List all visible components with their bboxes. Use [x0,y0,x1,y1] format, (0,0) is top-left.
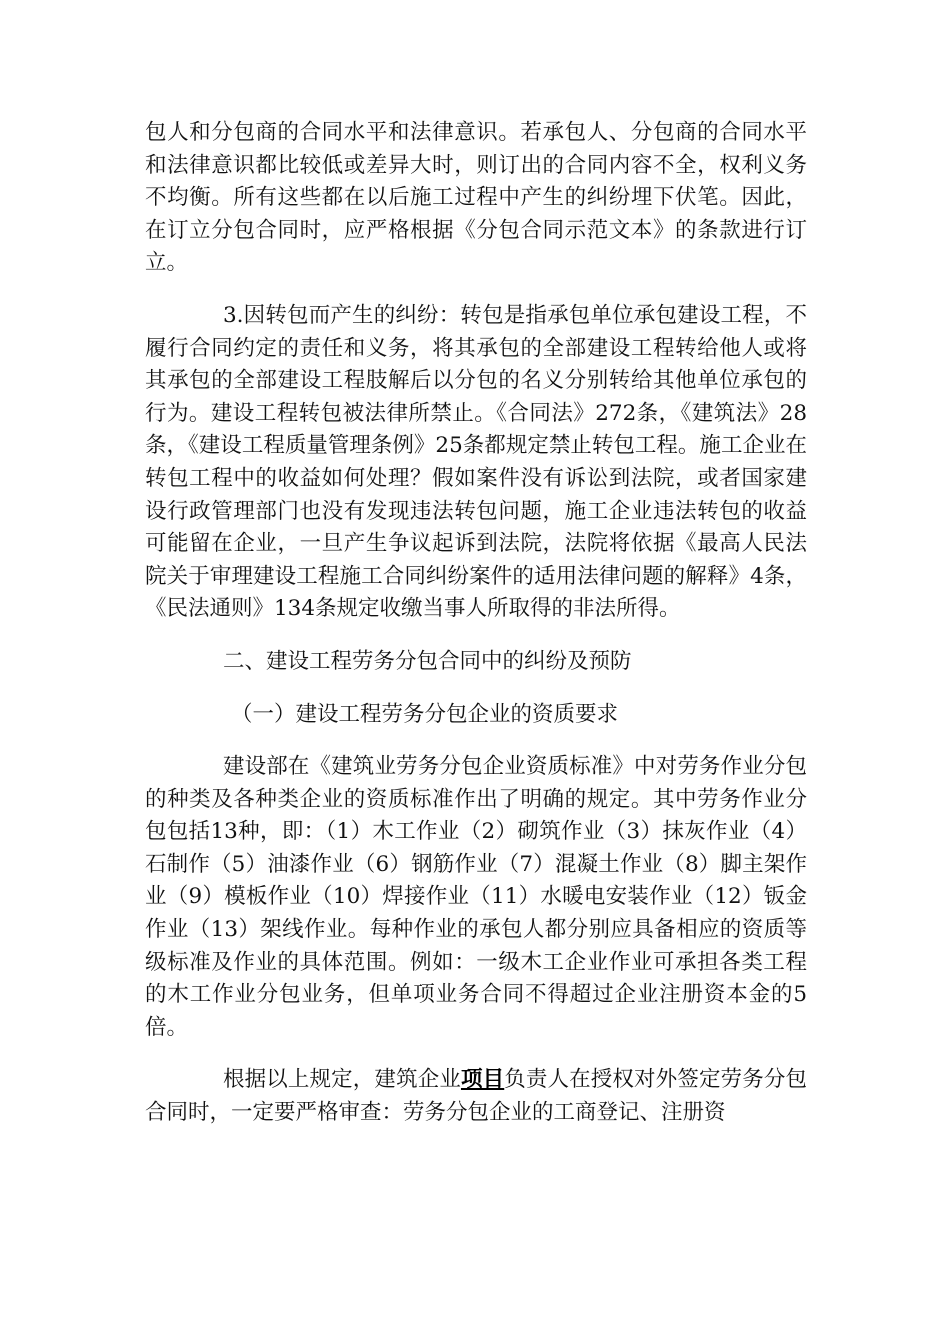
paragraph-subcontract-disputes: 3.因转包而产生的纠纷：转包是指承包单位承包建设工程，不履行合同约定的责任和义务，将其承包的全部建设工程转给他人或将其承包的全部建设工程肢解后以分包的名义分别转给其他单位承包的行为。建设工程转包被法律所禁止。《合同法》272条，《建筑法》28条，《建设工程质量管理条例》25条都规定禁止转包工程。施工企业在转包工程中的收益如何处理？假如案件没有诉讼到法院，或者国家建设行政管理部门也没有发现违法转包问题，施工企业违法转包的收益可能留在企业，一旦产生争议起诉到法院，法院将依据《最高人民法院关于审理建设工程施工合同纠纷案件的适用法律问题的解释》4条，《民法通则》134条规定收缴当事人所取得的非法所得。 [145,302,807,622]
paragraph-text-after-link: 负责人在授权对外签定劳务分包合同时，一定要严格审查：劳务分包企业的工商登记、注册资 [145,1067,807,1126]
paragraph-text-before-link: 根据以上规定，建筑企业 [223,1067,461,1093]
section-heading-labor-subcontract: 二、建设工程劳务分包合同中的纠纷及预防 [223,648,632,674]
subsection-heading-qualification: （一）建设工程劳务分包企业的资质要求 [231,701,619,727]
paragraph-continuation: 包人和分包商的合同水平和法律意识。若承包人、分包商的合同水平和法律意识都比较低或差异大时，则订出的合同内容不全，权利义务不均衡。所有这些都在以后施工过程中产生的纠纷埋下伏笔。因此，在订立分包合同时，应严格根据《分包合同示范文本》的条款进行订立。 [145,120,807,276]
paragraph-review-requirements [145,1064,807,1129]
project-link[interactable]: 项目 [460,1067,505,1093]
paragraph-qualification-standards: 建设部在《建筑业劳务分包企业资质标准》中对劳务作业分包的种类及各种类企业的资质标准作出了明确的规定。其中劳务作业分包包括13种，即：（1）木工作业（2）砌筑作业（3）抹灰作业（4）石制作（5）油漆作业（6）钢筋作业（7）混凝土作业（8）脚主架作业（9）模板作业（10）焊接作业（11）水暖电安装作业（12）钣金作业（13）架线作业。每种作业的承包人都分别应具备相应的资质等级标准及作业的具体范围。例如：一级木工企业作业可承担各类工程的木工作业分包业务，但单项业务合同不得超过企业注册资本金的5倍。 [145,754,807,1040]
document-page [145,117,807,1130]
